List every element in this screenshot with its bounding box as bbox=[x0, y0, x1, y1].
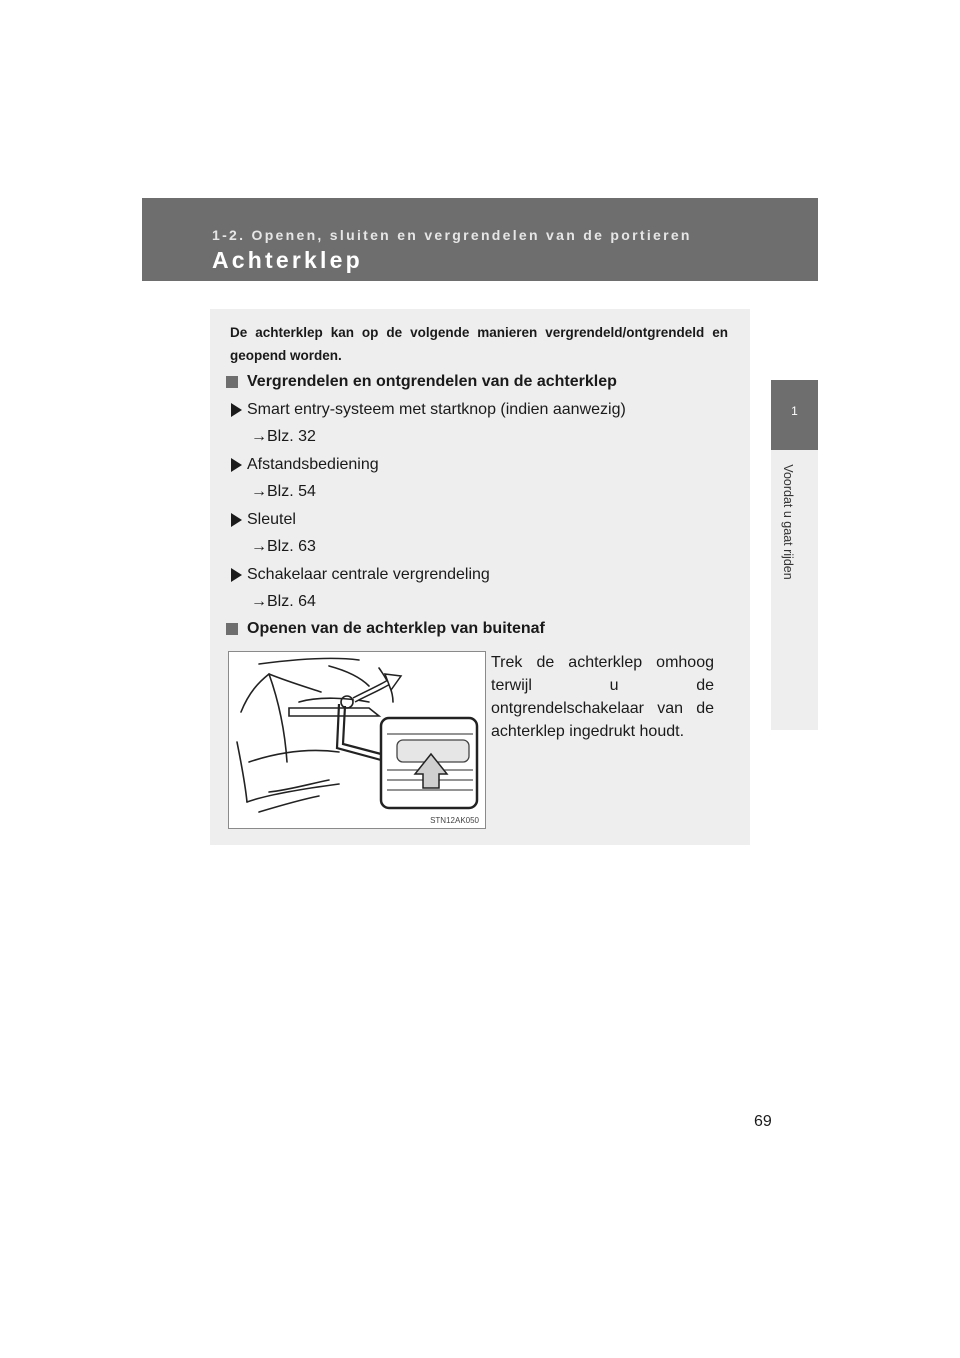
section-heading-label: Vergrendelen en ontgrendelen van de achterklep bbox=[247, 373, 617, 390]
list-item-label: Sleutel bbox=[247, 511, 296, 528]
car-rear-drawing bbox=[229, 652, 485, 828]
square-bullet-icon bbox=[226, 623, 238, 635]
list-item-label: Afstandsbediening bbox=[247, 456, 379, 473]
intro-text: De achterklep kan op de volgende manieren vergrendeld/ontgrendeld en geopend worden. bbox=[230, 325, 728, 363]
triangle-bullet-icon bbox=[231, 403, 242, 417]
section-heading-opening bbox=[226, 620, 545, 638]
instruction-text: Trek de achterklep omhoog terwijl u de ontgrendelschakelaar van de achterklep ingedrukt houdt. bbox=[491, 654, 714, 740]
page-number: 69 bbox=[754, 1113, 772, 1130]
content-box bbox=[210, 309, 750, 845]
square-bullet-icon bbox=[226, 376, 238, 388]
chapter-label: Voordat u gaat rijden bbox=[781, 464, 795, 580]
triangle-bullet-icon bbox=[231, 458, 242, 472]
page-reference[interactable]: →Blz. 32 bbox=[251, 428, 316, 445]
page-reference[interactable]: →Blz. 64 bbox=[251, 593, 316, 610]
page-title: Achterklep bbox=[212, 247, 363, 273]
list-item bbox=[231, 456, 379, 474]
tailgate-illustration bbox=[228, 651, 486, 829]
section-heading-label: Openen van de achterklep van buitenaf bbox=[247, 620, 545, 637]
triangle-bullet-icon bbox=[231, 513, 242, 527]
triangle-bullet-icon bbox=[231, 568, 242, 582]
list-item-label: Schakelaar centrale vergrendeling bbox=[247, 566, 490, 583]
figure-code: STN12AK050 bbox=[430, 816, 479, 825]
list-item bbox=[231, 511, 296, 529]
section-heading-locking bbox=[226, 373, 617, 391]
list-item bbox=[231, 566, 490, 584]
chapter-tab bbox=[771, 380, 818, 450]
section-subtitle: 1-2. Openen, sluiten en vergrendelen van de portieren bbox=[212, 227, 692, 243]
list-item-label: Smart entry-systeem met startknop (indien aanwezig) bbox=[247, 401, 626, 418]
list-item bbox=[231, 401, 626, 419]
chapter-number: 1 bbox=[791, 404, 798, 418]
page-reference[interactable]: →Blz. 63 bbox=[251, 538, 316, 555]
page-reference[interactable]: →Blz. 54 bbox=[251, 483, 316, 500]
chapter-header bbox=[142, 198, 818, 281]
